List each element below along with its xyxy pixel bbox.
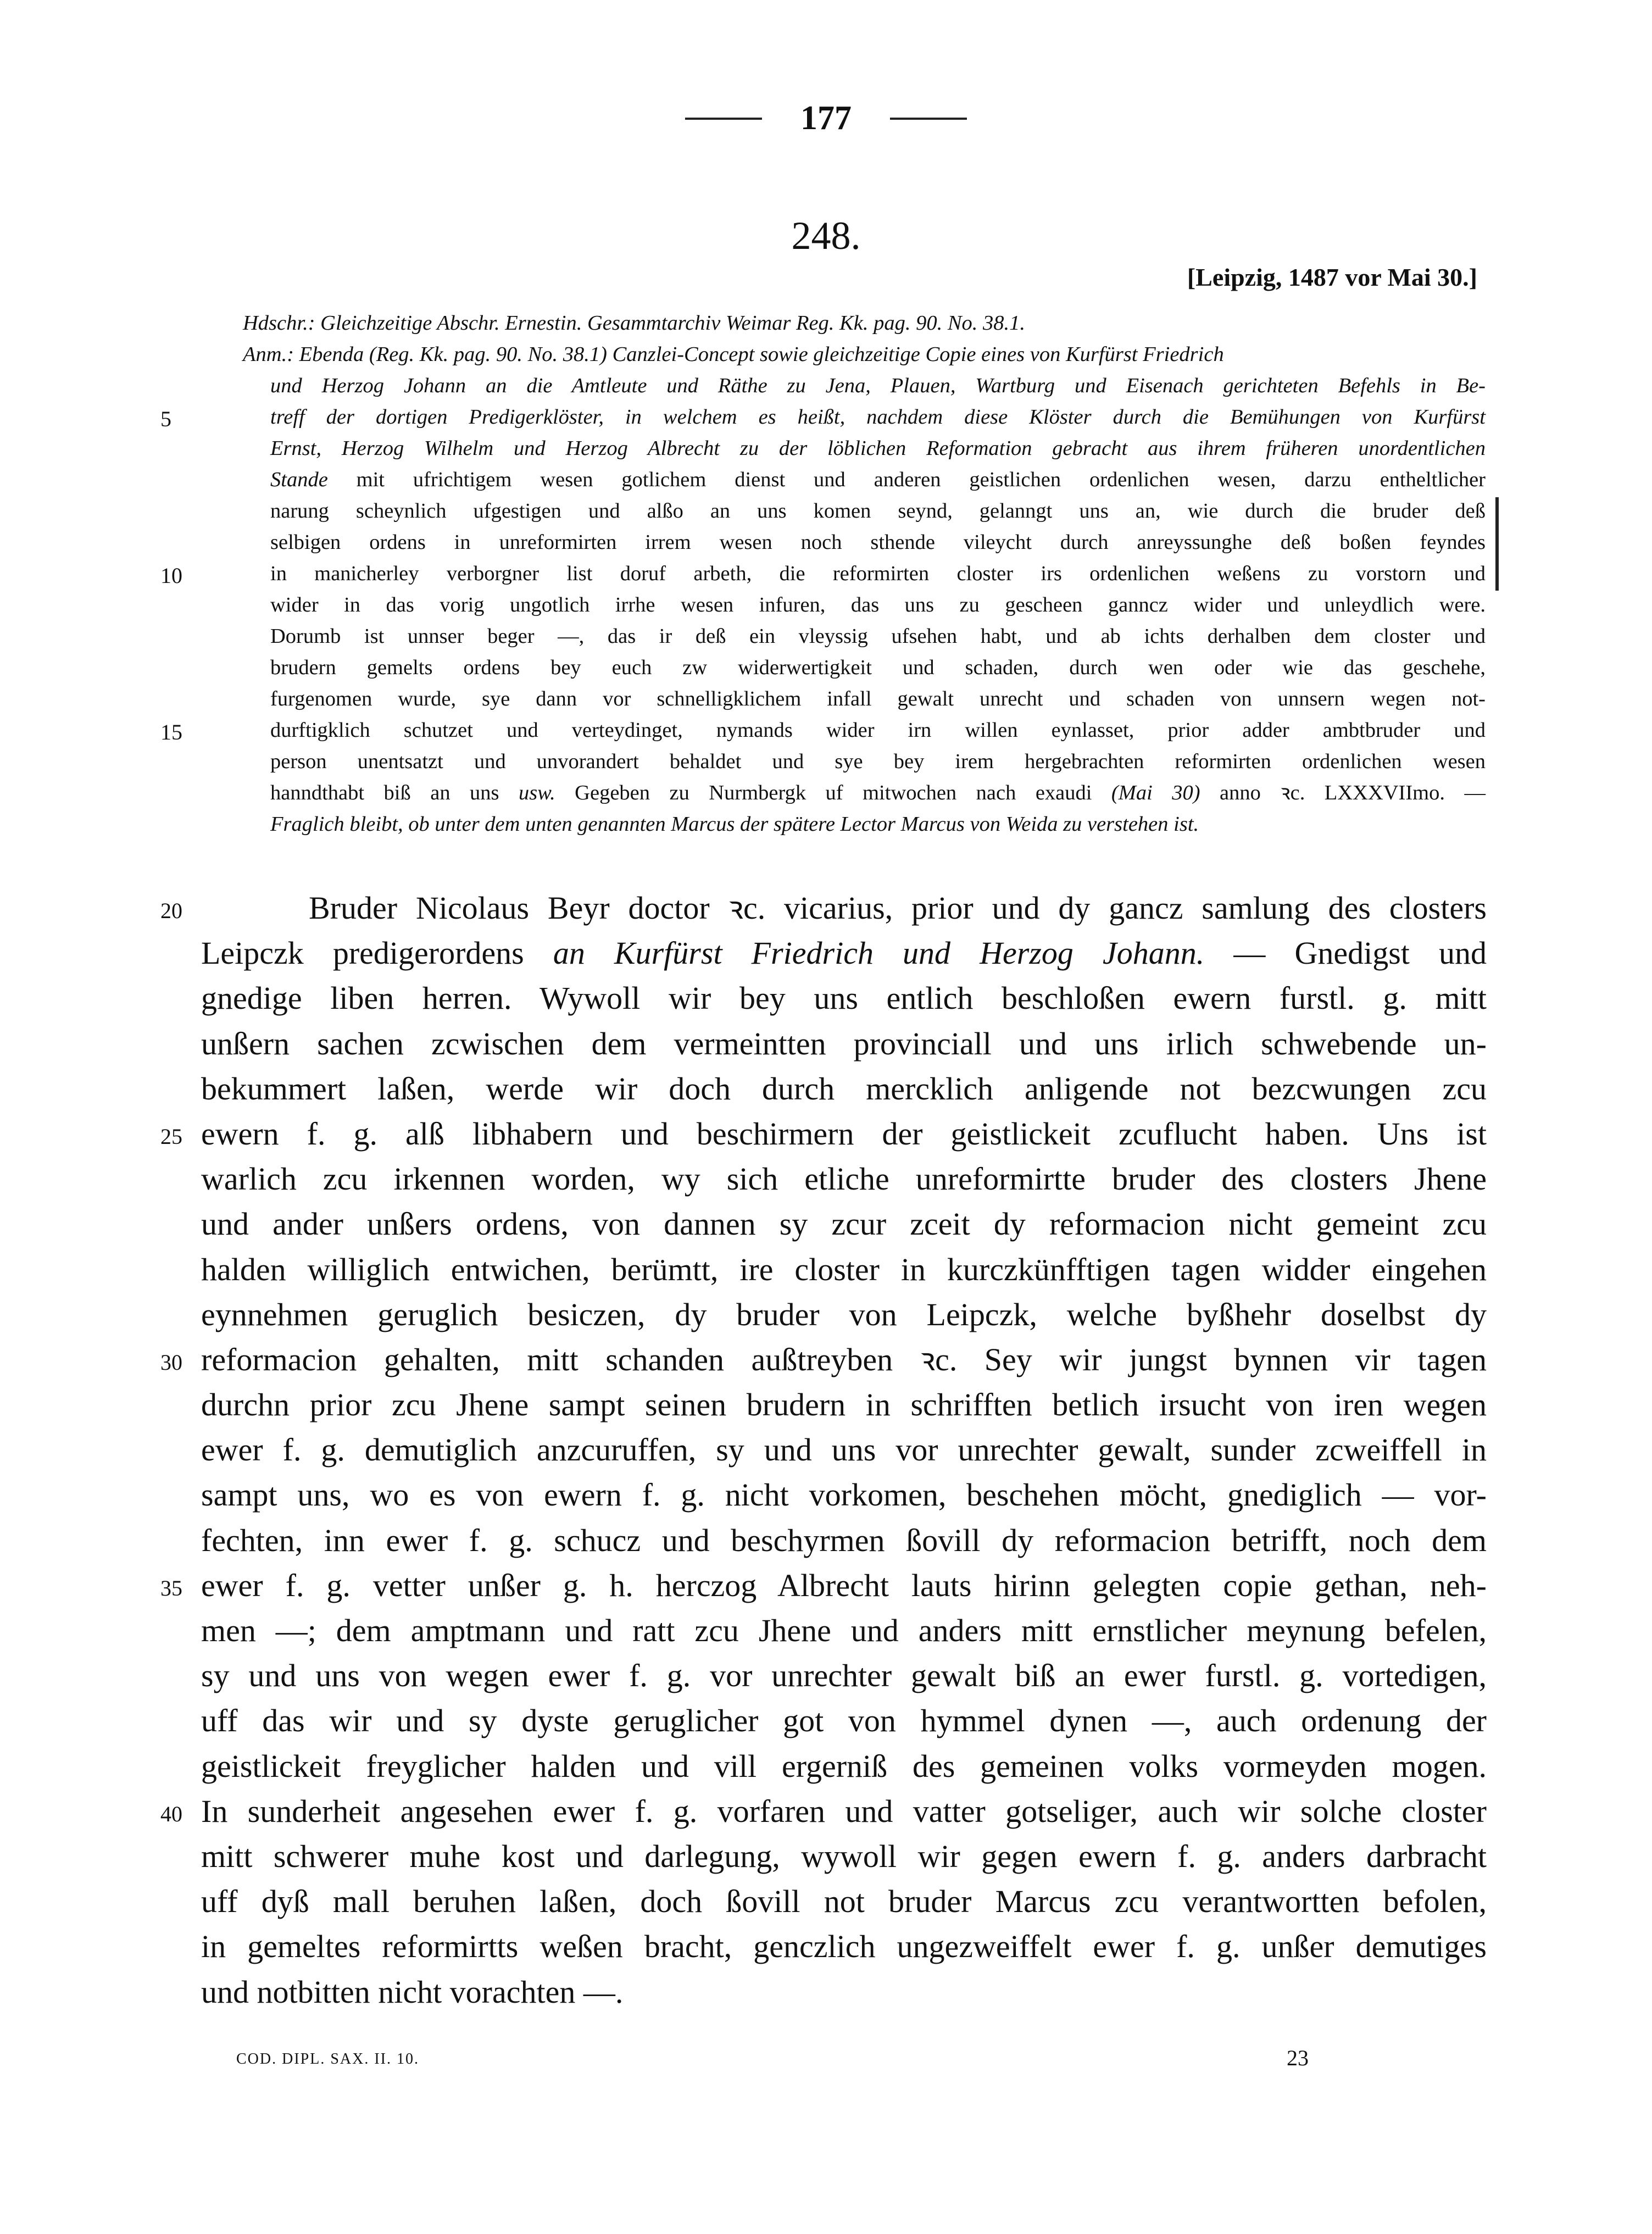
main-line (201, 1789, 1487, 1834)
apparatus-text-segment: brudern gemelts ordens bey euch zw widerwertigkeit und schaden, durch wen oder wie das geschehe, (270, 656, 1486, 679)
apparatus-line (243, 308, 1486, 339)
apparatus-text-segment: Gegeben zu Nurmbergk uf mitwochen nach exaudi (555, 781, 1111, 804)
main-line (201, 1112, 1487, 1157)
main-text-segment: — Gnedigst und (1204, 935, 1487, 971)
main-line (201, 886, 1487, 931)
apparatus-text-segment: wider in das vorig ungotlich irrhe wesen infuren, das uns zu gescheen ganncz wider und unleydlich were. (270, 593, 1486, 616)
apparatus-text-segment: Stande (270, 468, 328, 491)
main-text-segment: und notbitten nicht vorachten —. (201, 1974, 624, 2010)
main-text-segment: unßern sachen zcwischen dem vermeintten provinciall und uns irlich schwebende un- (201, 1025, 1487, 1062)
main-text-segment: In sunderheit angesehen ewer f. g. vorfaren und vatter gotseliger, auch wir solche closter (201, 1793, 1487, 1829)
main-text-segment: geistlickeit freyglicher halden und vill ergerniß des gemeinen volks vormeyden mogen. (201, 1748, 1487, 1784)
main-text-segment: in gemeltes reformirtts weßen bracht, genczlich ungezweiffelt ewer f. g. unßer demutiges (201, 1929, 1487, 1965)
main-text-segment: durchn prior zcu Jhene sampt seinen brudern in schrifften betlich irsucht von iren wegen (201, 1387, 1487, 1423)
main-text-segment: fechten, inn ewer f. g. schucz und beschyrmen ßovill dy reformacion betrifft, noch dem (201, 1522, 1487, 1558)
apparatus-line (243, 496, 1486, 527)
main-line (201, 1066, 1487, 1112)
header-rule-left (685, 118, 762, 120)
apparatus-line (243, 558, 1486, 590)
apparatus-text-segment: person unentsatzt und unvorandert behaldet und sye bey irem hergebrachten reformirten ordenlichen wesen (270, 750, 1486, 773)
line-number: 10 (160, 563, 182, 588)
main-line (201, 1744, 1487, 1789)
line-number: 35 (160, 1576, 182, 1601)
apparatus-text-segment: Anm.: Ebenda (Reg. Kk. pag. 90. No. 38.1) Canzlei-Concept sowie gleichzeitige Copie eines von Kurfürst Friedrich (243, 343, 1224, 366)
main-line (201, 1698, 1487, 1743)
main-text-segment: ewer f. g. demutiglich anzcuruffen, sy und uns vor unrechter gewalt, sunder zcweiffell in (201, 1432, 1487, 1468)
main-line (201, 1608, 1487, 1653)
apparatus-line (243, 715, 1486, 746)
main-text (201, 886, 1487, 2015)
apparatus-line (243, 370, 1486, 402)
apparatus-text-segment: treff der dortigen Predigerklöster, in welchem es heißt, nachdem diese Klöster durch die Bemühungen von Kurfürst (270, 405, 1486, 429)
main-text-segment: ewer f. g. vetter unßer g. h. herczog Albrecht lauts hirinn gelegten copie gethan, neh- (201, 1567, 1487, 1603)
apparatus-text-segment: und Herzog Johann an die Amtleute und Räthe zu Jena, Plauen, Wartburg und Eisenach gerichteten Befehls in Be- (270, 374, 1486, 397)
main-line (201, 1563, 1487, 1608)
main-text-segment: bekummert laßen, werde wir doch durch mercklich anligende not bezcwungen zcu (201, 1070, 1487, 1107)
main-line (201, 1427, 1487, 1472)
apparatus-text-segment: Dorumb ist unnser beger —, das ir deß ein vleyssig ufsehen habt, und ab ichts derhalben dem closter und (270, 625, 1486, 648)
document-number: 248. (791, 214, 861, 258)
apparatus-line (243, 683, 1486, 715)
line-number: 40 (160, 1802, 182, 1826)
main-text-segment: und ander unßers ordens, von dannen sy zcur zceit dy reformacion nicht gemeint zcu (201, 1206, 1487, 1242)
apparatus-line (243, 621, 1486, 652)
main-line (201, 1292, 1487, 1337)
main-text-segment: men —; dem amptmann und ratt zcu Jhene und anders mitt ernstlicher meynung befelen, (201, 1613, 1487, 1648)
main-text-segment: reformacion gehalten, mitt schanden außtreyben ꝛc. Sey wir jungst bynnen vir tagen (201, 1341, 1487, 1377)
apparatus-text-segment: furgenomen wurde, sye dann vor schnelligklichem infall gewalt unrecht und schaden von unnsern wegen not- (270, 687, 1486, 710)
main-line (201, 1157, 1487, 1202)
main-text-segment: sy und uns von wegen ewer f. g. vor unrechter gewalt biß an ewer furstl. g. vortedigen, (201, 1658, 1487, 1694)
apparatus-text-segment: Fraglich bleibt, ob unter dem unten genannten Marcus der spätere Lector Marcus von Weida zu verstehen ist. (270, 813, 1199, 836)
main-line (201, 976, 1487, 1021)
dateline: [Leipzig, 1487 vor Mai 30.] (1187, 263, 1477, 291)
main-text-segment: eynnehmen geruglich besiczen, dy bruder von Leipczk, welche byßhehr doselbst dy (201, 1296, 1487, 1332)
main-line (201, 1924, 1487, 1969)
main-line (201, 1970, 1487, 2015)
apparatus-text-segment: anno ꝛc. LXXXVIImo. — (1200, 781, 1486, 804)
main-line (201, 1337, 1487, 1382)
main-line (201, 931, 1487, 976)
line-number: 15 (160, 720, 182, 744)
header-rule-right (890, 118, 967, 120)
critical-apparatus (243, 308, 1486, 840)
line-number: 20 (160, 898, 182, 923)
main-text-segment: ewern f. g. alß libhabern und beschirmern der geistlickeit zcuflucht haben. Uns ist (201, 1115, 1487, 1152)
apparatus-line (243, 590, 1486, 621)
apparatus-text-segment: mit ufrichtigem wesen gotlichem dienst und anderen geistlichen ordenlichen wesen, darzu entheltlicher (327, 468, 1486, 491)
main-text-segment: halden williglich entwichen, berümtt, ire closter in kurczkünfftigen tagen widder eingehen (201, 1251, 1487, 1287)
apparatus-text-segment: narung scheynlich ufgestigen und alßo an uns komen seynd, gelanngt uns an, wie durch die bruder deß (270, 499, 1486, 523)
main-text-segment: Bruder Nicolaus Beyr doctor ꝛc. vicarius, prior und dy gancz samlung des closters (309, 890, 1487, 926)
apparatus-line (243, 402, 1486, 433)
line-number: 25 (160, 1124, 182, 1149)
main-text-segment: gnedige liben herren. Wywoll wir bey uns entlich beschloßen ewern furstl. g. mitt (201, 980, 1487, 1016)
main-line (201, 1472, 1487, 1518)
main-text-segment: an Kurfürst Friedrich und Herzog Johann. (553, 935, 1205, 971)
apparatus-text-segment: Ernst, Herzog Wilhelm und Herzog Albrecht zu der löblichen Reformation gebracht aus ihrem früheren unordentlichen (270, 437, 1486, 460)
footer-signature: 23 (1287, 2046, 1309, 2070)
apparatus-line (243, 527, 1486, 558)
apparatus-text-segment: selbigen ordens in unreformirten irrem wesen noch sthende vileycht durch anreyssunghe deß boßen feyndes (270, 531, 1486, 554)
main-text-segment: uff dyß mall beruhen laßen, doch ßovill not bruder Marcus zcu verantwortten befolen, (201, 1883, 1487, 1920)
main-line (201, 1653, 1487, 1698)
page-number: 177 (800, 99, 852, 137)
main-text-segment: Leipczk predigerordens (201, 935, 553, 971)
line-number: 30 (160, 1350, 182, 1375)
apparatus-text-segment: (Mai 30) (1111, 781, 1200, 804)
apparatus-text-segment: usw. (519, 781, 555, 804)
main-line (201, 1247, 1487, 1292)
apparatus-line (243, 777, 1486, 809)
apparatus-line (243, 652, 1486, 683)
apparatus-text-segment: in manicherley verborgner list doruf arbeth, die reformirten closter irs ordenlichen weßens zu vorstorn und (270, 562, 1486, 585)
apparatus-line (243, 433, 1486, 464)
footer-series: COD. DIPL. SAX. II. 10. (236, 2050, 419, 2068)
apparatus-text-segment: Hdschr.: Gleichzeitige Abschr. Ernestin. Gesammtarchiv Weimar Reg. Kk. pag. 90. No. 38.1. (243, 312, 1025, 335)
apparatus-line (243, 339, 1486, 370)
apparatus-line (243, 809, 1486, 840)
main-line (201, 1202, 1487, 1247)
apparatus-line (243, 746, 1486, 777)
main-text-segment: mitt schwerer muhe kost und darlegung, wywoll wir gegen ewern f. g. anders darbracht (201, 1838, 1487, 1874)
apparatus-text-segment: durftigklich schutzet und verteydinget, nymands wider irn willen eynlasset, prior adder ambtbruder und (270, 719, 1486, 742)
main-line (201, 1834, 1487, 1879)
main-line (201, 1518, 1487, 1563)
main-text-segment: warlich zcu irkennen worden, wy sich etliche unreformirtte bruder des closters Jhene (201, 1161, 1487, 1197)
main-line (201, 1879, 1487, 1924)
main-line (201, 1382, 1487, 1427)
apparatus-text-segment: hanndthabt biß an uns (270, 781, 519, 804)
marginal-bar (1495, 497, 1499, 591)
line-number: 5 (160, 407, 171, 431)
apparatus-line (243, 464, 1486, 496)
page-header (0, 99, 1652, 138)
main-text-segment: sampt uns, wo es von ewern f. g. nicht vorkomen, beschehen möcht, gnediglich — vor- (201, 1477, 1487, 1513)
main-line (201, 1021, 1487, 1066)
main-text-segment: uff das wir und sy dyste geruglicher got von hymmel dynen —, auch ordenung der (201, 1703, 1487, 1739)
